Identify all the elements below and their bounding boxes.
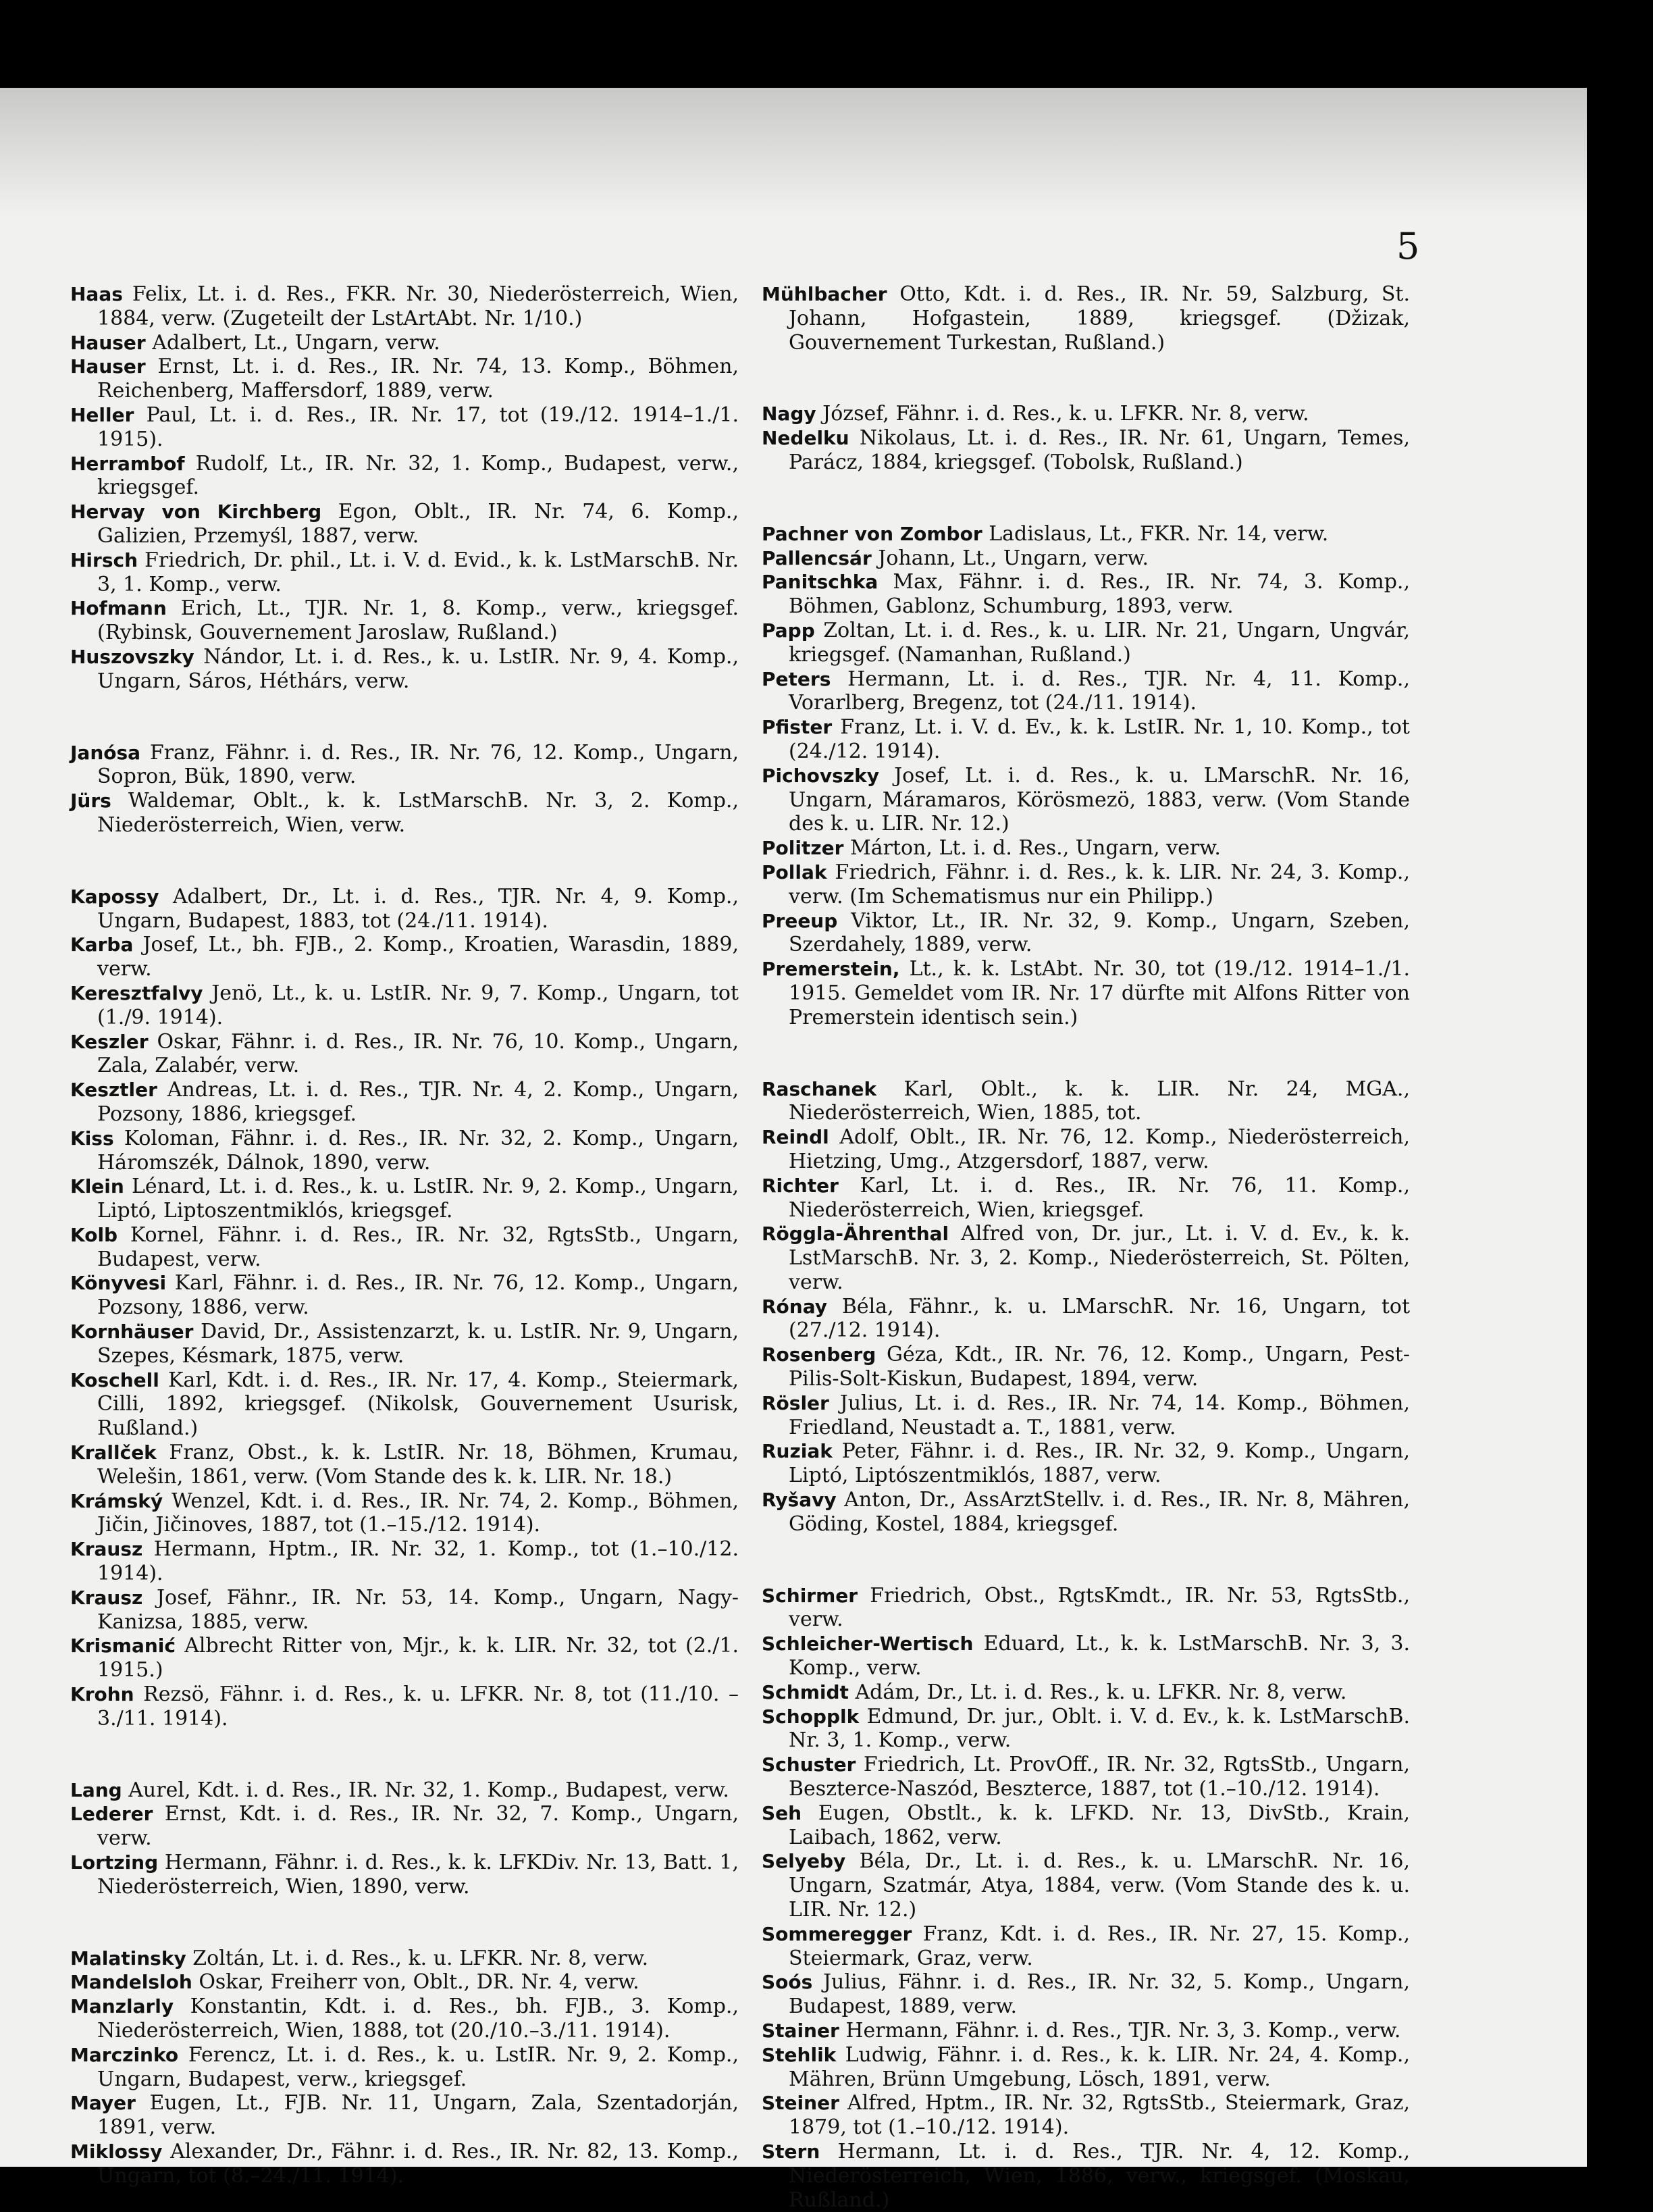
- register-entry: [70, 548, 739, 597]
- register-entry: [762, 764, 1410, 836]
- register-entry: [762, 2140, 1410, 2212]
- register-entry: [762, 1705, 1410, 1753]
- entry-surname: Pachner von Zombor: [762, 522, 982, 545]
- register-entry: [70, 1947, 739, 1971]
- entry-surname: Kolb: [70, 1223, 118, 1246]
- entry-surname: Herrambof: [70, 452, 185, 475]
- register-entry: [762, 1343, 1410, 1391]
- register-entry: [762, 909, 1410, 958]
- entry-details: Julius, Lt. i. d. Res., IR. Nr. 74, 14. Komp., Böhmen, Friedland, Neustadt a. T., 1881, verw.: [789, 1391, 1410, 1439]
- entry-surname: Premerstein,: [762, 958, 900, 981]
- entry-details: Adolf, Oblt., IR. Nr. 76, 12. Komp., Niederösterreich, Hietzing, Umg., Atzgersdorf, 1887, verw.: [789, 1125, 1410, 1173]
- entry-surname: Ruziak: [762, 1440, 833, 1463]
- register-entry: [70, 1802, 739, 1851]
- entry-details: Karl, Oblt., k. k. LIR. Nr. 24, MGA., Niederösterreich, Wien, 1885, tot.: [789, 1077, 1410, 1125]
- register-entry: [70, 1078, 739, 1127]
- entry-details: Karl, Lt. i. d. Res., IR. Nr. 76, 11. Komp., Niederösterreich, Wien, kriegsgef.: [789, 1173, 1410, 1222]
- entry-surname: Huszovszky: [70, 645, 194, 668]
- register-entry: [762, 667, 1410, 716]
- register-entry: [762, 570, 1410, 619]
- entry-details: Josef, Lt., bh. FJB., 2. Komp., Kroatien, Warasdin, 1889, verw.: [97, 933, 739, 981]
- entry-details: Koloman, Fähnr. i. d. Res., IR. Nr. 32, 2. Komp., Ungarn, Háromszék, Dálnok, 1890, verw.: [97, 1126, 739, 1175]
- entry-surname: Pollak: [762, 860, 827, 883]
- entry-surname: Hauser: [70, 355, 146, 378]
- register-entry: [762, 1488, 1410, 1537]
- register-entry: [762, 2019, 1410, 2043]
- entry-surname: Krausz: [70, 1538, 143, 1561]
- entry-details: Adám, Dr., Lt. i. d. Res., k. u. LFKR. Nr. 8, verw.: [855, 1680, 1347, 1704]
- entry-surname: Kiss: [70, 1127, 114, 1150]
- letter-group-gap: [70, 1731, 739, 1778]
- register-entry: [762, 1801, 1410, 1850]
- entry-surname: Selyeby: [762, 1850, 846, 1873]
- entry-surname: Haas: [70, 283, 123, 305]
- entry-surname: Mandelsloh: [70, 1971, 192, 1994]
- entry-details: Eduard, Lt., k. k. LstMarschB. Nr. 3, 3. Komp., verw.: [789, 1632, 1410, 1680]
- entry-details: Waldemar, Oblt., k. k. LstMarschB. Nr. 3, 2. Komp., Niederösterreich, Wien, verw.: [97, 789, 739, 837]
- register-entry: [70, 1030, 739, 1079]
- entry-surname: Kesztler: [70, 1079, 157, 1102]
- entry-surname: Miklossy: [70, 2140, 163, 2163]
- letter-group-gap: [70, 694, 739, 741]
- entry-details: Ernst, Kdt. i. d. Res., IR. Nr. 32, 7. Komp., Ungarn, verw.: [97, 1802, 739, 1851]
- register-entry: [762, 1849, 1410, 1922]
- entry-details: Ferencz, Lt. i. d. Res., k. u. LstIR. Nr. 9, 2. Komp., Ungarn, Budapest, verw., kriegsgef.: [97, 2042, 739, 2091]
- entry-details: Felix, Lt. i. d. Res., FKR. Nr. 30, Niederösterreich, Wien, 1884, verw. (Zugeteilt der LstArtAbt. Nr. 1/10.): [97, 282, 739, 330]
- entry-details: Alfred, Hptm., IR. Nr. 32, RgtsStb., Steiermark, Graz, 1879, tot (1.–10./12. 1914).: [789, 2091, 1410, 2140]
- entry-surname: Lang: [70, 1778, 122, 1801]
- register-entry: [762, 522, 1410, 546]
- letter-group-gap: [762, 355, 1410, 402]
- register-entry: [762, 2091, 1410, 2140]
- entry-details: Hermann, Lt. i. d. Res., TJR. Nr. 4, 12. Komp., Niederösterreich, Wien, 1886, verw., kriegsgef. (Moskau, Rußland.): [789, 2139, 1410, 2212]
- register-entry: [70, 596, 739, 645]
- entry-details: Rudolf, Lt., IR. Nr. 32, 1. Komp., Budapest, verw., kriegsgef.: [97, 451, 739, 500]
- register-entry: [70, 1441, 739, 1489]
- entry-details: Márton, Lt. i. d. Res., Ungarn, verw.: [849, 836, 1221, 860]
- entry-surname: Ryšavy: [762, 1489, 837, 1512]
- register-entry: [70, 1851, 739, 1899]
- entry-surname: Mayer: [70, 2092, 136, 2115]
- entry-details: Friedrich, Obst., RgtsKmdt., IR. Nr. 53, RgtsStb., verw.: [789, 1583, 1411, 1632]
- entry-surname: Jürs: [70, 790, 111, 813]
- entry-surname: Manzlarly: [70, 1995, 174, 2018]
- entry-surname: Sommeregger: [762, 1922, 912, 1945]
- entry-details: Lénard, Lt. i. d. Res., k. u. LstIR. Nr. 9, 2. Komp., Ungarn, Liptó, Liptoszentmiklós, kriegsgef.: [97, 1175, 739, 1223]
- register-entry: [762, 1174, 1410, 1223]
- register-entry: [762, 426, 1410, 475]
- register-entry: [762, 1680, 1410, 1705]
- entry-details: Viktor, Lt., IR. Nr. 32, 9. Komp., Ungarn, Szeben, Szerdahely, 1889, verw.: [789, 908, 1410, 957]
- entry-details: Wenzel, Kdt. i. d. Res., IR. Nr. 74, 2. Komp., Böhmen, Jičin, Jičinoves, 1887, tot (1.–15./12. 1914).: [97, 1489, 739, 1537]
- entry-surname: Malatinsky: [70, 1947, 186, 1970]
- register-entry: [70, 2091, 739, 2140]
- register-entry: [70, 282, 739, 331]
- register-entry: [762, 1584, 1410, 1632]
- entry-surname: Schmidt: [762, 1680, 849, 1703]
- entry-details: Max, Fähnr. i. d. Res., IR. Nr. 74, 3. Komp., Böhmen, Gablonz, Schumburg, 1893, verw.: [789, 570, 1410, 619]
- register-entry: [70, 331, 739, 355]
- entry-details: Hermann, Fähnr. i. d. Res., TJR. Nr. 3, 3. Komp., verw.: [845, 2019, 1401, 2042]
- entry-details: Kornel, Fähnr. i. d. Res., IR. Nr. 32, RgtsStb., Ungarn, Budapest, verw.: [97, 1223, 739, 1271]
- register-entry: [70, 1489, 739, 1538]
- register-entry: [762, 1439, 1410, 1488]
- register-entry: [762, 2043, 1410, 2092]
- register-entry: [70, 741, 739, 790]
- register-entry: [762, 282, 1410, 355]
- entry-details: Otto, Kdt. i. d. Res., IR. Nr. 59, Salzburg, St. Johann, Hofgastein, 1889, kriegsgef. (Džizak, Gouvernement Turkestan, Rußland.): [789, 282, 1410, 355]
- entry-details: Ernst, Lt. i. d. Res., IR. Nr. 74, 13. Komp., Böhmen, Reichenberg, Maffersdorf, 1889, verw.: [97, 355, 739, 403]
- entry-details: Konstantin, Kdt. i. d. Res., bh. FJB., 3. Komp., Niederösterreich, Wien, 1888, tot (20./10.–3./11. 1914).: [97, 1995, 739, 2042]
- entry-surname: Krallček: [70, 1441, 157, 1464]
- register-entry: [70, 1127, 739, 1175]
- entry-details: Alfred von, Dr. jur., Lt. i. V. d. Ev., k. k. LstMarschB. Nr. 3, 2. Komp., Niederösterreich, St. Pölten, verw.: [789, 1222, 1410, 1294]
- entry-surname: Janósa: [70, 741, 141, 764]
- entry-details: Adalbert, Lt., Ungarn, verw.: [152, 330, 440, 355]
- entry-surname: Lortzing: [70, 1851, 159, 1874]
- entry-surname: Hauser: [70, 331, 146, 354]
- entry-details: David, Dr., Assistenzarzt, k. u. LstIR. Nr. 9, Ungarn, Szepes, Késmark, 1875, verw.: [97, 1320, 739, 1368]
- page-number: 5: [1396, 225, 1420, 267]
- entry-details: Adalbert, Dr., Lt. i. d. Res., TJR. Nr. 4, 9. Komp., Ungarn, Budapest, 1883, tot (24./11. 1914).: [97, 884, 739, 933]
- register-entry: [762, 546, 1410, 571]
- entry-details: Hermann, Lt. i. d. Res., TJR. Nr. 4, 11. Komp., Vorarlberg, Bregenz, tot (24./11. 1914).: [789, 667, 1410, 715]
- entry-surname: Marczinko: [70, 2043, 179, 2066]
- register-entry: [762, 860, 1410, 909]
- entry-surname: Seh: [762, 1801, 802, 1824]
- right-column: [762, 282, 1410, 2212]
- register-entry: [70, 1995, 739, 2043]
- document-page: [0, 88, 1587, 2212]
- entry-surname: Krausz: [70, 1586, 143, 1609]
- entry-details: Egon, Oblt., IR. Nr. 74, 6. Komp., Galizien, Przemyśl, 1887, verw.: [97, 500, 739, 548]
- register-entry: [70, 645, 739, 694]
- entry-surname: Panitschka: [762, 571, 878, 594]
- entry-surname: Klein: [70, 1175, 124, 1198]
- entry-details: Erich, Lt., TJR. Nr. 1, 8. Komp., verw., kriegsgef. (Rybinsk, Gouvernement Jaroslaw, Rußland.): [97, 596, 739, 645]
- entry-details: Franz, Kdt. i. d. Res., IR. Nr. 27, 15. Komp., Steiermark, Graz, verw.: [789, 1922, 1410, 1970]
- entry-surname: Schirmer: [762, 1584, 858, 1607]
- entry-surname: Krámský: [70, 1489, 163, 1512]
- register-entry: [70, 1537, 739, 1586]
- register-entry: [70, 1778, 739, 1803]
- entry-details: Paul, Lt. i. d. Res., IR. Nr. 17, tot (19./12. 1914–1./1. 1915).: [97, 403, 739, 451]
- entry-details: Aurel, Kdt. i. d. Res., IR. Nr. 32, 1. Komp., Budapest, verw.: [128, 1778, 729, 1802]
- entry-details: Hermann, Fähnr. i. d. Res., k. k. LFKDiv. Nr. 13, Batt. 1, Niederösterreich, Wien, 1890, verw.: [97, 1851, 739, 1899]
- entry-surname: Pichovszky: [762, 764, 879, 787]
- entry-surname: Stehlik: [762, 2043, 837, 2066]
- register-entry: [762, 957, 1410, 1029]
- entry-surname: Pallencsár: [762, 546, 872, 569]
- register-entry: [70, 1271, 739, 1320]
- register-entry: [762, 619, 1410, 667]
- entry-details: Josef, Lt. i. d. Res., k. u. LMarschR. Nr. 16, Ungarn, Máramaros, Körösmezö, 1883, verw. (Vom Stande des k. u. LIR. Nr. 12.): [789, 763, 1410, 836]
- letter-group-gap: [70, 1899, 739, 1947]
- entry-surname: Karba: [70, 933, 134, 956]
- entry-surname: Rosenberg: [762, 1343, 876, 1366]
- entry-details: Albrecht Ritter von, Mjr., k. k. LIR. Nr. 32, tot (2./1. 1915.): [97, 1634, 739, 1682]
- entry-details: Anton, Dr., AssArztStellv. i. d. Res., IR. Nr. 8, Mähren, Göding, Kostel, 1884, kriegsgef.: [789, 1488, 1410, 1536]
- letter-group-gap: [762, 1030, 1410, 1077]
- entry-surname: Krohn: [70, 1683, 134, 1706]
- register-entry: [70, 1970, 739, 1995]
- entry-surname: Schopplk: [762, 1705, 860, 1728]
- entry-details: Ladislaus, Lt., FKR. Nr. 14, verw.: [989, 521, 1329, 546]
- register-entry: [70, 1368, 739, 1441]
- entry-surname: Schuster: [762, 1753, 856, 1776]
- entry-details: Zoltán, Lt. i. d. Res., k. u. LFKR. Nr. 8, verw.: [192, 1946, 649, 1970]
- entry-surname: Heller: [70, 403, 134, 426]
- register-entry: [762, 1753, 1410, 1801]
- entry-details: Lt., k. k. LstAbt. Nr. 30, tot (19./12. 1914–1./1. 1915. Gemeldet vom IR. Nr. 17 dürfte mit Alfons Ritter von Premerstein identisch sein.): [789, 957, 1410, 1029]
- entry-surname: Röggla-Ährenthal: [762, 1223, 949, 1245]
- entry-details: Julius, Fähnr. i. d. Res., IR. Nr. 32, 5. Komp., Ungarn, Budapest, 1889, verw.: [789, 1970, 1410, 2019]
- entry-details: Johann, Lt., Ungarn, verw.: [878, 546, 1149, 570]
- entry-details: Friedrich, Lt. ProvOff., IR. Nr. 32, RgtsStb., Ungarn, Beszterce-Naszód, Beszterce, 1887, tot (1.–10./12. 1914).: [789, 1753, 1410, 1801]
- entry-details: Jenö, Lt., k. u. LstIR. Nr. 9, 7. Komp., Ungarn, tot (1./9. 1914).: [97, 981, 739, 1029]
- entry-details: Karl, Fähnr. i. d. Res., IR. Nr. 76, 12. Komp., Ungarn, Pozsony, 1886, verw.: [97, 1271, 739, 1320]
- entry-surname: Keresztfalvy: [70, 981, 203, 1004]
- register-entry: [70, 1586, 739, 1635]
- entry-details: Hermann, Hptm., IR. Nr. 32, 1. Komp., tot (1.–10./12. 1914).: [97, 1537, 739, 1586]
- entry-surname: Steiner: [762, 2092, 839, 2115]
- register-entry: [762, 1391, 1410, 1440]
- entry-surname: Stainer: [762, 2020, 839, 2042]
- register-entry: [762, 715, 1410, 764]
- entry-surname: Raschanek: [762, 1077, 877, 1100]
- entry-surname: Kapossy: [70, 885, 159, 908]
- register-entry: [762, 1222, 1410, 1294]
- entry-surname: Pfister: [762, 716, 833, 739]
- entry-details: Nándor, Lt. i. d. Res., k. u. LstIR. Nr. 9, 4. Komp., Ungarn, Sáros, Héthárs, verw.: [97, 644, 739, 693]
- register-entry: [762, 1125, 1410, 1174]
- entry-details: Franz, Fähnr. i. d. Res., IR. Nr. 76, 12. Komp., Ungarn, Sopron, Bük, 1890, verw.: [97, 740, 739, 789]
- register-entry: [762, 1922, 1410, 1971]
- letter-group-gap: [762, 475, 1410, 522]
- entry-details: Oskar, Freiherr von, Oblt., DR. Nr. 4, verw.: [199, 1970, 639, 1995]
- register-entry: [70, 500, 739, 548]
- entry-surname: Preeup: [762, 909, 838, 932]
- entry-surname: Hirsch: [70, 548, 138, 571]
- register-entry: [762, 1077, 1410, 1126]
- entry-details: Edmund, Dr. jur., Oblt. i. V. d. Ev., k. k. LstMarschB. Nr. 3, 1. Komp., verw.: [789, 1704, 1410, 1753]
- entry-surname: Rónay: [762, 1295, 828, 1318]
- entry-surname: Keszler: [70, 1030, 149, 1053]
- register-entry: [762, 1970, 1410, 2019]
- entry-details: Friedrich, Dr. phil., Lt. i. V. d. Evid., k. k. LstMarschB. Nr. 3, 1. Komp., verw.: [97, 548, 739, 596]
- register-entry: [70, 2140, 739, 2188]
- entry-surname: Krismanić: [70, 1635, 176, 1657]
- entry-details: Peter, Fähnr. i. d. Res., IR. Nr. 32, 9. Komp., Ungarn, Liptó, Liptószentmiklós, 1887, verw.: [789, 1439, 1410, 1488]
- entry-details: Rezsö, Fähnr. i. d. Res., k. u. LFKR. Nr. 8, tot (11./10. – 3./11. 1914).: [97, 1682, 739, 1730]
- letter-group-gap: [70, 838, 739, 885]
- entry-details: Béla, Dr., Lt. i. d. Res., k. u. LMarschR. Nr. 16, Ungarn, Szatmár, Atya, 1884, verw. (Vom Stande des k. u. LIR. Nr. 12.): [789, 1849, 1410, 1922]
- entry-surname: Nagy: [762, 403, 816, 426]
- entry-surname: Koschell: [70, 1368, 159, 1391]
- register-entry: [70, 1320, 739, 1368]
- entry-details: Zoltan, Lt. i. d. Res., k. u. LIR. Nr. 21, Ungarn, Ungvár, kriegsgef. (Namanhan, Rußland.): [789, 618, 1410, 667]
- entry-surname: Stern: [762, 2140, 820, 2163]
- entry-details: Géza, Kdt., IR. Nr. 76, 12. Komp., Ungarn, Pest-Pilis-Solt-Kiskun, Budapest, 1894, verw.: [789, 1343, 1410, 1391]
- entry-surname: Kornhäuser: [70, 1320, 194, 1343]
- register-entry: [70, 1682, 739, 1731]
- register-entry: [762, 1632, 1410, 1680]
- entry-details: Béla, Fähnr., k. u. LMarschR. Nr. 16, Ungarn, tot (27./12. 1914).: [789, 1294, 1411, 1343]
- entry-surname: Mühlbacher: [762, 283, 887, 305]
- register-entry: [70, 789, 739, 838]
- register-entry: [70, 885, 739, 933]
- entry-details: Franz, Obst., k. k. LstIR. Nr. 18, Böhmen, Krumau, Welešin, 1861, verw. (Vom Stande des k. k. LIR. Nr. 18.): [97, 1441, 739, 1489]
- entry-surname: Rösler: [762, 1391, 829, 1414]
- register-entry: [762, 836, 1410, 860]
- register-entry: [70, 981, 739, 1030]
- register-entry: [70, 452, 739, 500]
- register-entry: [70, 2043, 739, 2092]
- entry-details: Josef, Fähnr., IR. Nr. 53, 14. Komp., Ungarn, Nagy-Kanizsa, 1885, verw.: [97, 1585, 739, 1634]
- register-entry: [762, 1295, 1410, 1343]
- entry-surname: Nedelku: [762, 427, 849, 450]
- left-column: [70, 282, 739, 2188]
- entry-surname: Hervay von Kirchberg: [70, 500, 322, 523]
- entry-surname: Richter: [762, 1174, 839, 1197]
- entry-details: Andreas, Lt. i. d. Res., TJR. Nr. 4, 2. Komp., Ungarn, Pozsony, 1886, kriegsgef.: [97, 1078, 739, 1126]
- register-entry: [70, 403, 739, 452]
- entry-surname: Politzer: [762, 837, 844, 860]
- entry-surname: Hofmann: [70, 597, 167, 620]
- register-entry: [70, 355, 739, 403]
- register-entry: [70, 1175, 739, 1223]
- entry-surname: Reindl: [762, 1126, 829, 1149]
- entry-surname: Papp: [762, 619, 815, 642]
- entry-details: Karl, Kdt. i. d. Res., IR. Nr. 17, 4. Komp., Steiermark, Cilli, 1892, kriegsgef. (Nikolsk, Gouvernement Usurisk, Rußland.): [97, 1368, 739, 1441]
- entry-details: Eugen, Lt., FJB. Nr. 11, Ungarn, Zala, Szentadorján, 1891, verw.: [97, 2091, 739, 2140]
- entry-details: Alexander, Dr., Fähnr. i. d. Res., IR. Nr. 82, 13. Komp., Ungarn, tot (8.–24./11. 1914).: [97, 2139, 739, 2188]
- entry-surname: Könyvesi: [70, 1272, 167, 1295]
- entry-details: Ludwig, Fähnr. i. d. Res., k. k. LIR. Nr. 24, 4. Komp., Mähren, Brünn Umgebung, Lösch, 1891, verw.: [789, 2042, 1410, 2091]
- entry-details: Nikolaus, Lt. i. d. Res., IR. Nr. 61, Ungarn, Temes, Parácz, 1884, kriegsgef. (Tobolsk, Rußland.): [789, 426, 1410, 474]
- entry-details: Oskar, Fähnr. i. d. Res., IR. Nr. 76, 10. Komp., Ungarn, Zala, Zalabér, verw.: [97, 1029, 739, 1078]
- entry-details: József, Fähnr. i. d. Res., k. u. LFKR. Nr. 8, verw.: [822, 402, 1309, 426]
- entry-details: Friedrich, Fähnr. i. d. Res., k. k. LIR. Nr. 24, 3. Komp., verw. (Im Schematismus nur ein Philipp.): [789, 860, 1410, 908]
- register-entry: [762, 402, 1410, 426]
- entry-surname: Peters: [762, 667, 831, 690]
- register-entry: [70, 1634, 739, 1682]
- entry-details: Franz, Lt. i. V. d. Ev., k. k. LstIR. Nr. 1, 10. Komp., tot (24./12. 1914).: [789, 715, 1410, 763]
- entry-details: Eugen, Obstlt., k. k. LFKD. Nr. 13, DivStb., Krain, Laibach, 1862, verw.: [789, 1801, 1410, 1849]
- entry-surname: Lederer: [70, 1803, 153, 1826]
- entry-surname: Soós: [762, 1971, 813, 1994]
- letter-group-gap: [762, 1537, 1410, 1584]
- register-entry: [70, 933, 739, 981]
- entry-surname: Schleicher-Wertisch: [762, 1632, 974, 1655]
- register-entry: [70, 1223, 739, 1272]
